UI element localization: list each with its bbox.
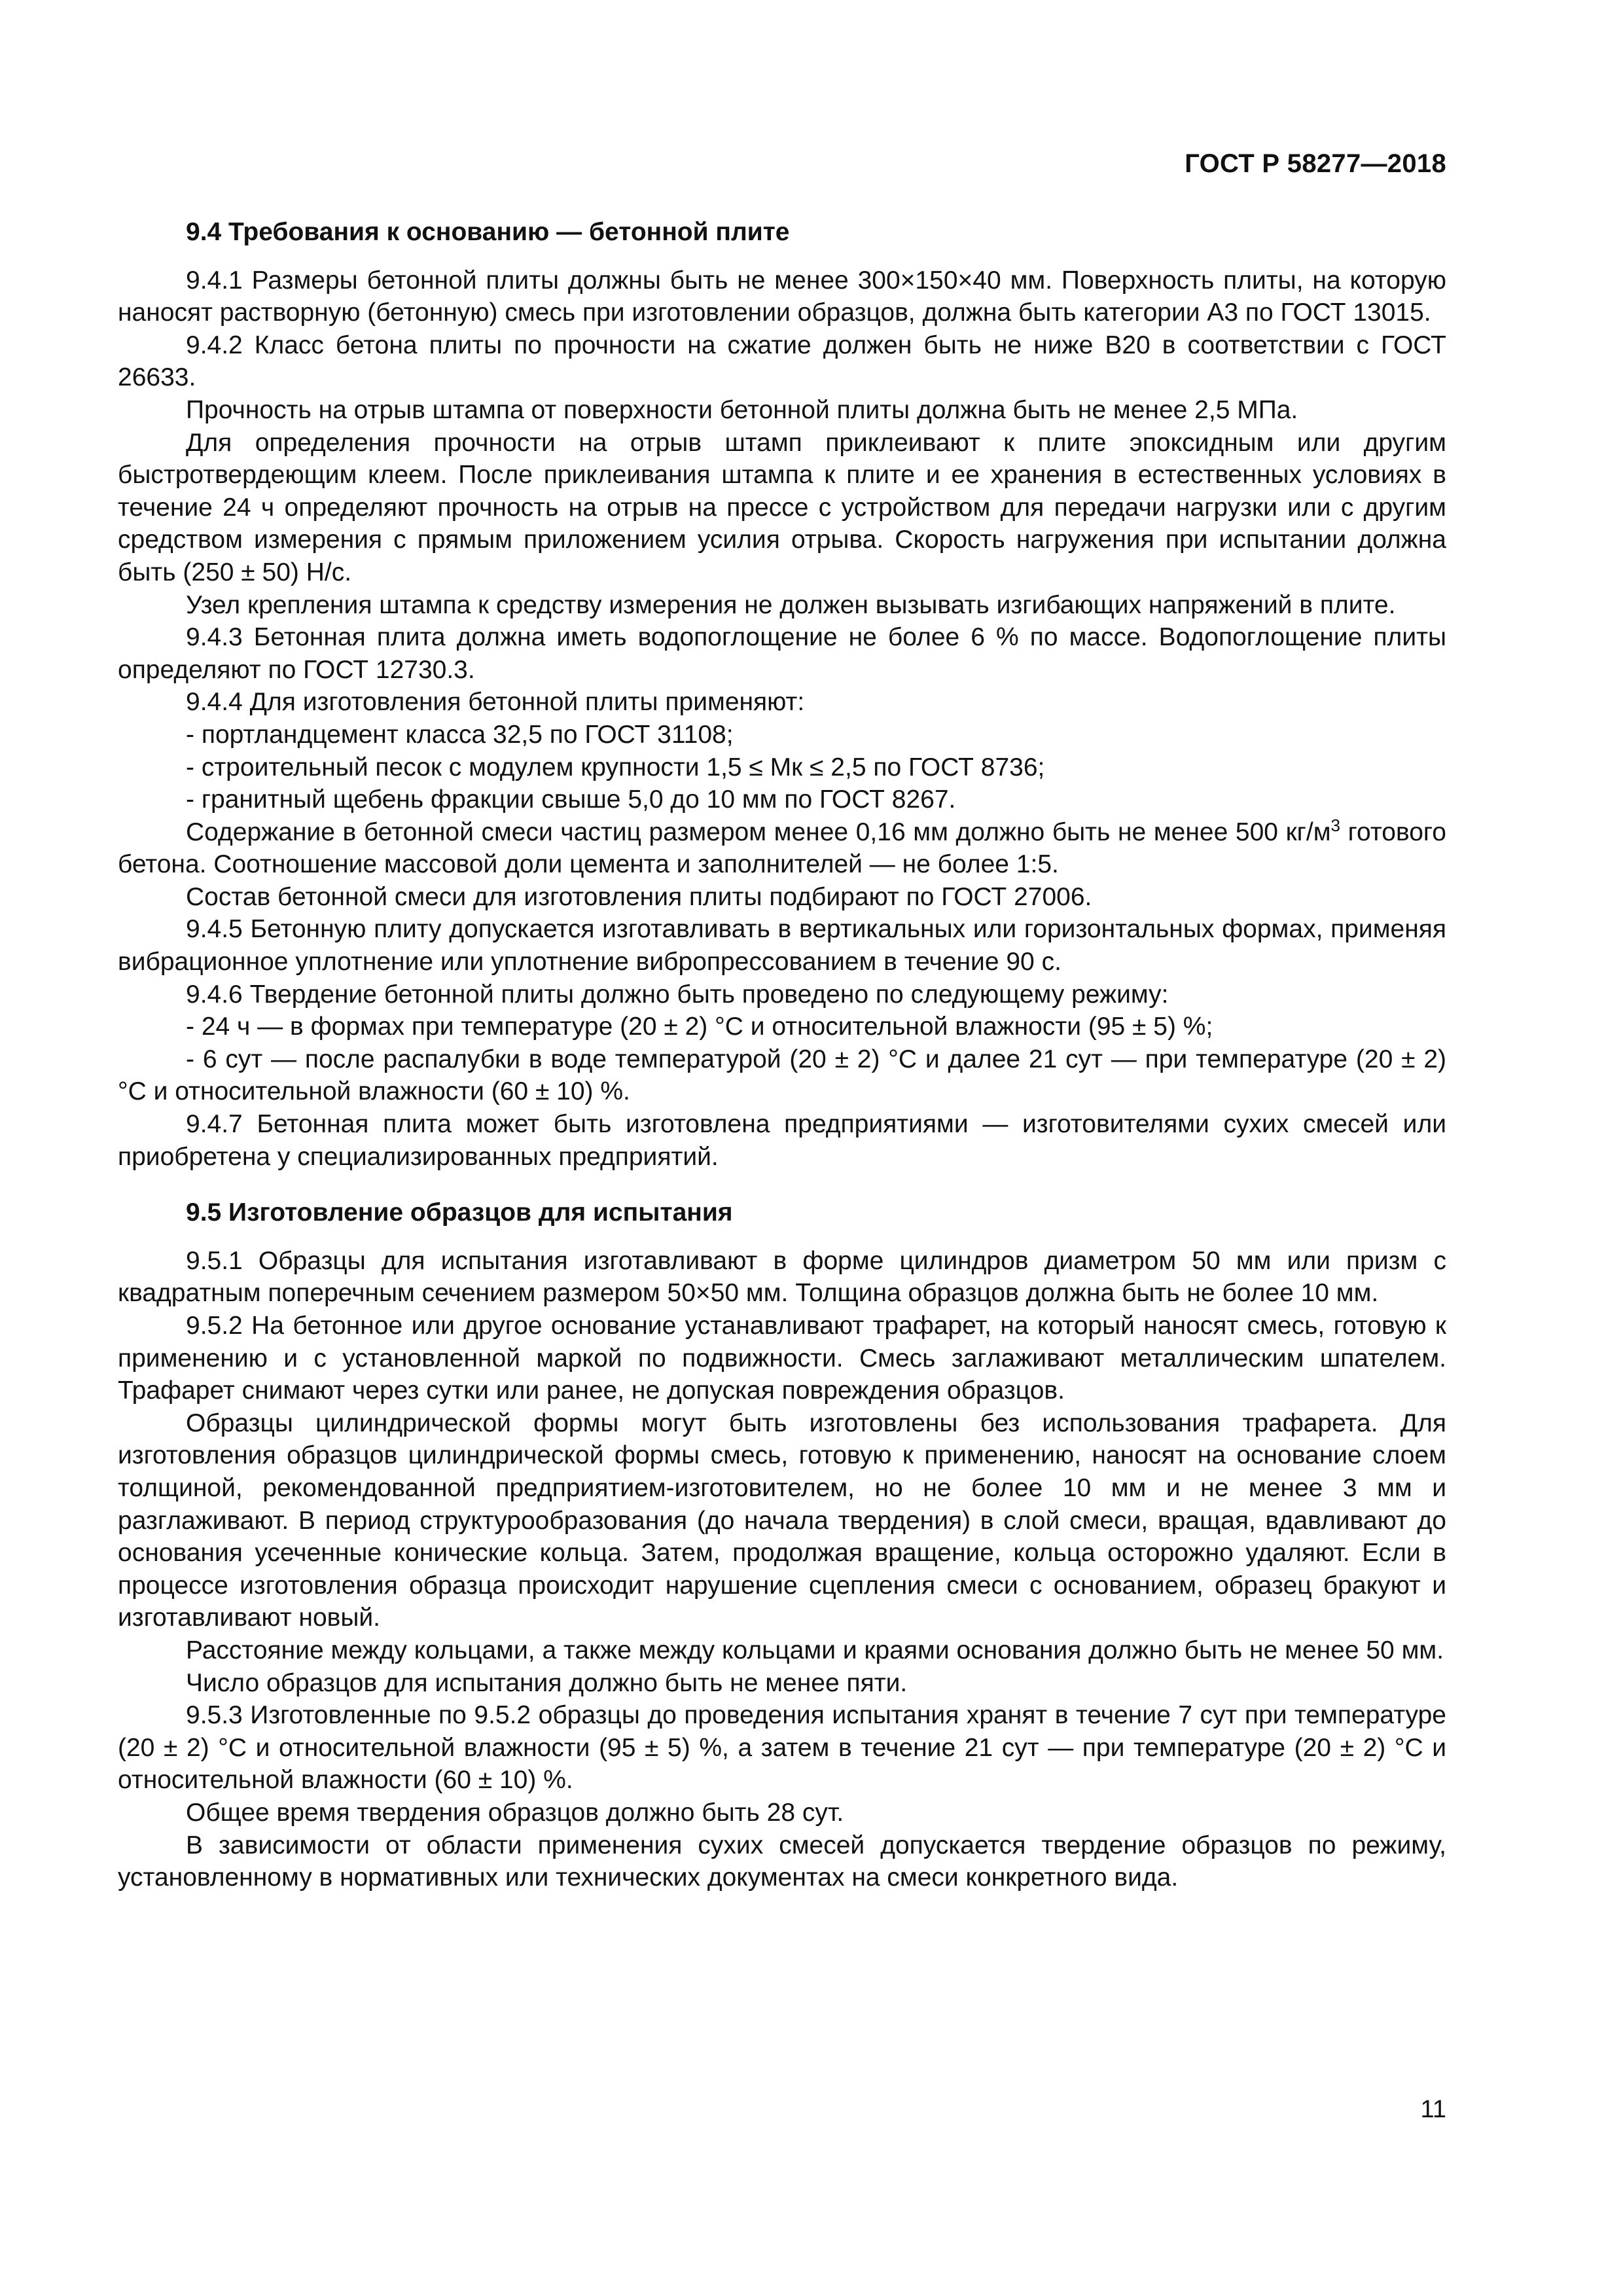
paragraph: 9.5.3 Изготовленные по 9.5.2 образцы до проведения испытания хранят в течение 7 сут при температуре (20 ± 2) °С и относительной влажности (95 ± 5) %, а затем в течение 21 сут — при температуре (20 ± 2) °С и относительной влажности (60 ± 10) %.	[118, 1701, 1446, 1795]
paragraph-text: Содержание в бетонной смеси частиц размером менее 0,16 мм должно быть не менее 500 кг/м	[186, 817, 1331, 846]
paragraph: 9.4.6 Твердение бетонной плиты должно быть проведено по следующему режиму:	[186, 980, 1169, 1009]
paragraph: Общее время твердения образцов должно быть 28 сут.	[186, 1798, 844, 1827]
paragraph: Узел крепления штампа к средству измерения не должен вызывать изгибающих напряжений в плите.	[186, 590, 1396, 619]
paragraph: В зависимости от области применения сухих смесей допускается твердение образцов по режиму, установленному в нормативных или технических документах на смеси конкретного вида.	[118, 1831, 1446, 1892]
list-item: - портландцемент класса 32,5 по ГОСТ 31108;	[186, 720, 734, 749]
paragraph	[118, 816, 1446, 881]
paragraph: Число образцов для испытания должно быть не менее пяти.	[186, 1668, 908, 1697]
paragraph: Состав бетонной смеси для изготовления плиты подбирают по ГОСТ 27006.	[186, 882, 1092, 911]
section-heading-9-5: 9.5 Изготовление образцов для испытания	[186, 1198, 733, 1227]
paragraph: 9.4.2 Класс бетона плиты по прочности на сжатие должен быть не ниже В20 в соответствии с ГОСТ 26633.	[118, 331, 1446, 392]
standard-designation: ГОСТ Р 58277—2018	[1185, 149, 1446, 178]
paragraph: Для определения прочности на отрыв штамп приклеивают к плите эпоксидным или другим быстротвердеющим клеем. После приклеивания штампа к плите и ее хранения в естественных условиях в течение 24 ч определяют прочность на отрыв на прессе с устройством для передачи нагрузки или с другим средством измерения с прямым приложением усилия отрыва. Скорость нагружения при испытании должна быть (250 ± 50) Н/с.	[118, 428, 1446, 586]
paragraph-text-cont: готового бетона. Соотношение массовой доли цемента и заполнителей — не более 1:5.	[118, 817, 1446, 879]
paragraph: 9.4.7 Бетонная плита может быть изготовлена предприятиями — изготовителями сухих смесей или приобретена у специализированных предприятий.	[118, 1110, 1446, 1171]
paragraph: 9.5.2 На бетонное или другое основание устанавливают трафарет, на который наносят смесь, готовую к применению и с установленной маркой по подвижности. Смесь заглаживают металлическим шпателем. Трафарет снимают через сутки или ранее, не допуская повреждения образцов.	[118, 1312, 1446, 1405]
paragraph: 9.4.1 Размеры бетонной плиты должны быть не менее 300×150×40 мм. Поверхность плиты, на которую наносят растворную (бетонную) смесь при изготовлении образцов, должна быть категории А3 по ГОСТ 13015.	[118, 266, 1446, 327]
list-item: - строительный песок с модулем крупности 1,5 ≤ Мк ≤ 2,5 по ГОСТ 8736;	[186, 753, 1045, 781]
section-heading-9-4: 9.4 Требования к основанию — бетонной плите	[186, 218, 790, 246]
paragraph: 9.5.1 Образцы для испытания изготавливают в форме цилиндров диаметром 50 мм или призм с квадратным поперечным сечением размером 50×50 мм. Толщина образцов должна быть не более 10 мм.	[118, 1246, 1446, 1308]
list-item: - гранитный щебень фракции свыше 5,0 до 10 мм по ГОСТ 8267.	[186, 785, 956, 814]
list-item: - 6 сут — после распалубки в воде температурой (20 ± 2) °С и далее 21 сут — при температуре (20 ± 2) °С и относительной влажности (60 ± 10) %.	[118, 1045, 1446, 1106]
superscript: 3	[1330, 815, 1341, 835]
document-body	[118, 216, 1446, 1894]
paragraph: Расстояние между кольцами, а также между кольцами и краями основания должно быть не менее 50 мм.	[186, 1636, 1444, 1664]
paragraph: 9.4.5 Бетонную плиту допускается изготавливать в вертикальных или горизонтальных формах, применяя вибрационное уплотнение или уплотнение вибропрессованием в течение 90 с.	[118, 915, 1446, 977]
paragraph: Образцы цилиндрической формы могут быть изготовлены без использования трафарета. Для изготовления образцов цилиндрической формы смесь, готовую к применению, наносят на основание слоем толщиной, рекомендованной предприятием-изготовителем, но не более 10 мм и не менее 3 мм и разглаживают. В период структурообразования (до начала твердения) в слой смеси, вращая, вдавливают до основания усеченные конические кольца. Затем, продолжая вращение, кольца осторожно удаляют. Если в процессе изготовления образца происходит нарушение сцепления смеси с основанием, образец бракуют и изготавливают новый.	[118, 1408, 1446, 1632]
paragraph: 9.4.4 Для изготовления бетонной плиты применяют:	[186, 688, 805, 717]
page-number: 11	[1420, 2096, 1446, 2123]
paragraph: 9.4.3 Бетонная плита должна иметь водопоглощение не более 6 % по массе. Водопоглощение плиты определяют по ГОСТ 12730.3.	[118, 623, 1446, 684]
paragraph: Прочность на отрыв штампа от поверхности бетонной плиты должна быть не менее 2,5 МПа.	[186, 395, 1298, 424]
list-item: - 24 ч — в формах при температуре (20 ± 2) °С и относительной влажности (95 ± 5) %;	[186, 1013, 1213, 1041]
